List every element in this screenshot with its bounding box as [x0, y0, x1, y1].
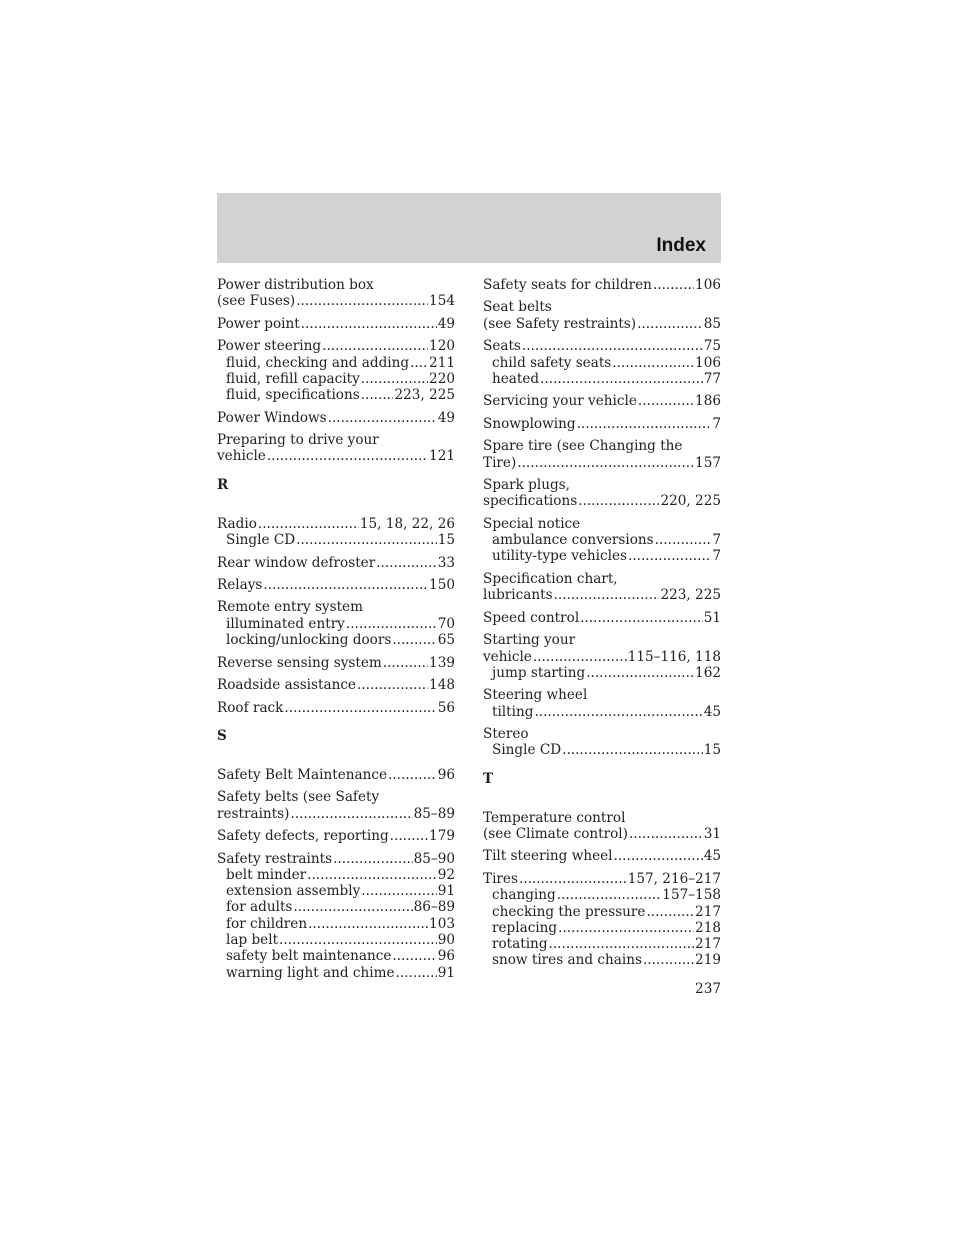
page-reference: 139 — [429, 654, 455, 671]
index-entry-line — [217, 851, 455, 867]
index-entry — [483, 726, 721, 759]
page-reference: 223, 225 — [394, 387, 455, 404]
entry-text: for adults — [226, 899, 293, 916]
entry-text: (see Climate control) — [483, 825, 628, 842]
index-subentry-line — [483, 665, 721, 681]
page-reference: 211 — [429, 354, 455, 371]
entry-text: changing — [492, 887, 556, 904]
dot-leader — [361, 371, 428, 387]
entry-text: Power Windows — [217, 409, 327, 426]
index-subentry-line — [217, 932, 455, 948]
dot-leader — [655, 532, 712, 548]
index-entry — [483, 477, 721, 510]
index-entry — [217, 851, 455, 981]
index-entry — [483, 277, 721, 293]
entry-text: Rear window defroster — [217, 554, 376, 571]
index-entry-line — [217, 806, 455, 822]
index-entry-line — [483, 316, 721, 332]
index-entry-line — [217, 555, 455, 571]
index-entry-line — [217, 316, 455, 332]
index-entry-line — [217, 789, 455, 805]
index-subentry-line — [483, 936, 721, 952]
index-subentry-line — [483, 742, 721, 758]
index-entry-line — [483, 455, 721, 471]
entry-text: lap belt — [226, 932, 279, 949]
index-entry — [483, 571, 721, 604]
page-reference: 15, 18, 22, 26 — [359, 515, 455, 532]
page-reference: 15 — [703, 742, 721, 759]
index-entry — [217, 316, 455, 332]
entry-text: Safety defects, reporting — [217, 828, 389, 845]
page-reference: 56 — [437, 699, 455, 716]
index-entry-line — [483, 826, 721, 842]
index-entry — [217, 828, 455, 844]
index-subentry-line — [483, 532, 721, 548]
entry-text: Seat belts — [483, 299, 552, 316]
dot-leader — [296, 532, 437, 548]
page-number: 237 — [695, 981, 721, 997]
entry-text: safety belt maintenance — [226, 948, 392, 965]
page-reference: 186 — [695, 393, 721, 410]
dot-leader — [517, 455, 694, 471]
index-subentry-line — [217, 948, 455, 964]
page-reference: 51 — [703, 609, 721, 626]
page-reference: 85 — [703, 315, 721, 332]
dot-leader — [519, 871, 627, 887]
index-header-band — [217, 193, 721, 263]
index-subentry-line — [483, 887, 721, 903]
entry-text: Tires — [483, 870, 518, 887]
index-entry — [483, 299, 721, 332]
dot-leader — [638, 393, 694, 409]
dot-leader — [392, 948, 436, 964]
index-entry-line — [217, 293, 455, 309]
index-subentry-line — [217, 883, 455, 899]
dot-leader — [629, 826, 703, 842]
page-reference: 45 — [703, 703, 721, 720]
index-entry — [483, 810, 721, 843]
index-subentry-line — [217, 532, 455, 548]
dot-leader — [646, 904, 694, 920]
page-reference: 45 — [703, 848, 721, 865]
page-reference: 115–116, 118 — [627, 648, 721, 665]
entry-text: Tire) — [483, 454, 517, 471]
page-reference: 162 — [695, 664, 721, 681]
entry-text: tilting — [492, 703, 534, 720]
page-reference: 85–90 — [413, 850, 455, 867]
dot-leader — [390, 828, 428, 844]
index-column-right — [483, 277, 721, 975]
dot-leader — [361, 387, 394, 403]
entry-text: Temperature control — [483, 809, 626, 826]
page-reference: 223, 225 — [660, 587, 721, 604]
page-reference: 218 — [695, 919, 721, 936]
index-entry — [483, 871, 721, 969]
dot-leader — [554, 587, 660, 603]
index-entry-line — [483, 393, 721, 409]
dot-leader — [533, 649, 627, 665]
dot-leader — [614, 848, 703, 864]
dot-leader — [557, 887, 662, 903]
dot-leader — [308, 916, 428, 932]
index-entry-line — [483, 649, 721, 665]
entry-text: Safety Belt Maintenance — [217, 766, 388, 783]
dot-leader — [333, 851, 413, 867]
index-subentry-line — [483, 920, 721, 936]
dot-leader — [388, 767, 437, 783]
index-entry — [217, 555, 455, 571]
entry-text: Reverse sensing system — [217, 654, 382, 671]
page-reference: 148 — [429, 677, 455, 694]
entry-text: Preparing to drive your — [217, 432, 379, 449]
entry-text: for children — [226, 915, 308, 932]
entry-text: snow tires and chains — [492, 952, 642, 969]
entry-text: Relays — [217, 576, 263, 593]
page-reference: 33 — [437, 554, 455, 571]
entry-text: Stereo — [483, 726, 529, 743]
index-entry — [483, 632, 721, 681]
index-entry — [217, 767, 455, 783]
index-entry — [217, 432, 455, 465]
index-entry-line — [483, 687, 721, 703]
entry-text: fluid, specifications — [226, 387, 360, 404]
index-subentry-line — [217, 355, 455, 371]
index-entry-line — [217, 655, 455, 671]
index-entry-line — [483, 571, 721, 587]
entry-text: Tilt steering wheel — [483, 848, 613, 865]
page-reference: 31 — [703, 825, 721, 842]
page-reference: 86–89 — [413, 899, 455, 916]
index-entry — [217, 516, 455, 549]
page-reference: 120 — [429, 338, 455, 355]
page-reference: 150 — [429, 576, 455, 593]
dot-leader — [586, 665, 694, 681]
index-subentry-line — [483, 904, 721, 920]
page-reference: 49 — [437, 315, 455, 332]
page-reference: 106 — [695, 277, 721, 293]
dot-leader — [346, 616, 437, 632]
entry-text: locking/unlocking doors — [226, 632, 392, 649]
entry-text: Safety seats for children — [483, 277, 652, 293]
page-reference: 217 — [695, 936, 721, 953]
entry-text: Power distribution box — [217, 277, 374, 293]
page-reference: 219 — [695, 952, 721, 969]
page-reference: 154 — [429, 293, 455, 310]
entry-text: Special notice — [483, 515, 581, 532]
index-entry — [483, 416, 721, 432]
page-reference: 91 — [437, 964, 455, 981]
page-reference: 157, 216–217 — [627, 870, 721, 887]
index-entry-line — [483, 810, 721, 826]
index-entry — [217, 277, 455, 310]
entry-text: extension assembly — [226, 883, 361, 900]
index-subentry-line — [483, 355, 721, 371]
index-subentry-line — [217, 616, 455, 632]
dot-leader — [290, 806, 412, 822]
page-reference: 96 — [437, 766, 455, 783]
index-entry-line — [483, 493, 721, 509]
index-entry-line — [483, 416, 721, 432]
index-entry-line — [483, 299, 721, 315]
dot-leader — [258, 516, 359, 532]
entry-text: rotating — [492, 936, 548, 953]
dot-leader — [322, 338, 428, 354]
index-subentry-line — [217, 632, 455, 648]
dot-leader — [263, 577, 428, 593]
index-entry-line — [483, 438, 721, 454]
dot-leader — [580, 610, 703, 626]
page-reference: 220 — [429, 370, 455, 387]
index-entry-line — [217, 338, 455, 354]
index-entry-line — [483, 587, 721, 603]
entry-text: Servicing your vehicle — [483, 393, 637, 410]
entry-text: Starting your — [483, 632, 576, 649]
index-entry — [483, 338, 721, 387]
index-entry — [483, 610, 721, 626]
dot-leader — [361, 883, 436, 899]
index-subentry-line — [217, 387, 455, 403]
index-subentry-line — [483, 548, 721, 564]
index-entry — [217, 789, 455, 822]
index-entry — [483, 516, 721, 565]
entry-text: illuminated entry — [226, 615, 345, 632]
index-entry-line — [217, 599, 455, 615]
page-title: Index — [656, 235, 706, 256]
index-subentry-line — [217, 916, 455, 932]
index-subentry-line — [483, 371, 721, 387]
index-subentry-line — [217, 371, 455, 387]
section-letter: R — [217, 476, 229, 493]
page-reference: 90 — [437, 932, 455, 949]
entry-text: child safety seats — [492, 354, 612, 371]
dot-leader — [357, 677, 428, 693]
page-reference: 106 — [695, 354, 721, 371]
page-reference: 103 — [429, 915, 455, 932]
index-subentry-line — [217, 867, 455, 883]
dot-leader — [628, 548, 711, 564]
dot-leader — [392, 632, 436, 648]
entry-text: Remote entry system — [217, 599, 363, 616]
index-entry-line — [217, 700, 455, 716]
index-entry-line — [483, 516, 721, 532]
dot-leader — [301, 316, 437, 332]
dot-leader — [612, 355, 694, 371]
index-entry — [217, 577, 455, 593]
index-entry-line — [217, 277, 455, 293]
entry-text: checking the pressure — [492, 903, 646, 920]
dot-leader — [296, 293, 428, 309]
entry-text: Roadside assistance — [217, 677, 356, 694]
entry-text: (see Safety restraints) — [483, 315, 637, 332]
page-reference: 85–89 — [413, 805, 455, 822]
index-entry-line — [217, 577, 455, 593]
entry-text: vehicle — [217, 448, 266, 465]
entry-text: jump starting — [492, 664, 586, 681]
dot-leader — [578, 493, 659, 509]
index-entry — [483, 393, 721, 409]
index-entry — [217, 700, 455, 716]
index-entry-line — [217, 516, 455, 532]
index-subentry-line — [483, 704, 721, 720]
entry-text: Safety restraints — [217, 850, 333, 867]
page-reference: 179 — [429, 828, 455, 845]
dot-leader — [376, 555, 436, 571]
dot-leader — [637, 316, 703, 332]
dot-leader — [307, 867, 437, 883]
dot-leader — [279, 932, 437, 948]
index-entry — [217, 410, 455, 426]
entry-text: vehicle — [483, 648, 532, 665]
entry-text: Snowplowing — [483, 415, 576, 432]
section-letter: S — [217, 727, 227, 744]
index-entry-line — [483, 610, 721, 626]
index-entry-line — [483, 848, 721, 864]
index-entry — [483, 438, 721, 471]
index-entry-line — [217, 410, 455, 426]
page-reference: 96 — [437, 948, 455, 965]
entry-text: (see Fuses) — [217, 293, 296, 310]
entry-text: warning light and chime — [226, 964, 395, 981]
index-entry — [217, 599, 455, 648]
page-reference: 92 — [437, 866, 455, 883]
section-letter: T — [483, 770, 494, 787]
index-subentry-line — [483, 952, 721, 968]
index-entry-line — [483, 277, 721, 293]
entry-text: belt minder — [226, 866, 307, 883]
dot-leader — [293, 899, 412, 915]
dot-leader — [643, 952, 694, 968]
index-entry-line — [217, 432, 455, 448]
page-reference: 7 — [712, 532, 721, 549]
page-reference: 91 — [437, 883, 455, 900]
entry-text: Roof rack — [217, 699, 284, 716]
index-entry — [217, 338, 455, 403]
index-entry-line — [217, 828, 455, 844]
page-reference: 121 — [429, 448, 455, 465]
page-reference: 220, 225 — [660, 493, 721, 510]
page-reference: 77 — [703, 370, 721, 387]
dot-leader — [522, 338, 703, 354]
page-reference: 217 — [695, 903, 721, 920]
entry-text: Power point — [217, 315, 300, 332]
index-entry-line — [483, 338, 721, 354]
page-reference: 157 — [695, 454, 721, 471]
page-reference: 7 — [712, 415, 721, 432]
entry-text: Single CD — [226, 532, 296, 549]
index-entry-line — [483, 632, 721, 648]
entry-text: ambulance conversions — [492, 532, 654, 549]
dot-leader — [540, 371, 703, 387]
entry-text: utility-type vehicles — [492, 548, 628, 565]
dot-leader — [562, 742, 703, 758]
entry-text: fluid, refill capacity — [226, 370, 360, 387]
dot-leader — [267, 448, 428, 464]
dot-leader — [577, 416, 712, 432]
entry-text: Seats — [483, 338, 521, 355]
index-entry-line — [217, 677, 455, 693]
index-entry — [217, 677, 455, 693]
dot-leader — [396, 965, 437, 981]
dot-leader — [284, 700, 436, 716]
page-reference: 7 — [712, 548, 721, 565]
index-entry — [217, 655, 455, 671]
entry-text: Spark plugs, — [483, 477, 570, 494]
page-reference: 65 — [437, 632, 455, 649]
page-reference: 70 — [437, 615, 455, 632]
entry-text: heated — [492, 370, 540, 387]
page-reference: 75 — [703, 338, 721, 355]
page-reference: 157–158 — [662, 887, 721, 904]
dot-leader — [558, 920, 694, 936]
entry-text: lubricants — [483, 587, 553, 604]
dot-leader — [410, 355, 428, 371]
dot-leader — [328, 410, 437, 426]
entry-text: Spare tire (see Changing the — [483, 438, 683, 455]
index-entry-line — [217, 448, 455, 464]
entry-text: replacing — [492, 919, 558, 936]
dot-leader — [653, 277, 694, 293]
dot-leader — [549, 936, 695, 952]
index-entry-line — [483, 726, 721, 742]
dot-leader — [383, 655, 428, 671]
page-reference: 15 — [437, 532, 455, 549]
entry-text: Power steering — [217, 338, 322, 355]
entry-text: Safety belts (see Safety — [217, 789, 380, 806]
entry-text: restraints) — [217, 805, 290, 822]
entry-text: Specification chart, — [483, 570, 618, 587]
page-reference: 49 — [437, 409, 455, 426]
index-entry-line — [483, 871, 721, 887]
index-entry-line — [217, 767, 455, 783]
entry-text: Speed control — [483, 609, 580, 626]
entry-text: Single CD — [492, 742, 562, 759]
dot-leader — [534, 704, 702, 720]
index-subentry-line — [217, 965, 455, 981]
index-entry-line — [483, 477, 721, 493]
entry-text: Radio — [217, 515, 257, 532]
index-subentry-line — [217, 899, 455, 915]
entry-text: Steering wheel — [483, 687, 588, 704]
entry-text: fluid, checking and adding — [226, 354, 410, 371]
index-column-left — [217, 277, 455, 987]
index-entry — [483, 687, 721, 720]
index-entry — [483, 848, 721, 864]
entry-text: specifications — [483, 493, 578, 510]
